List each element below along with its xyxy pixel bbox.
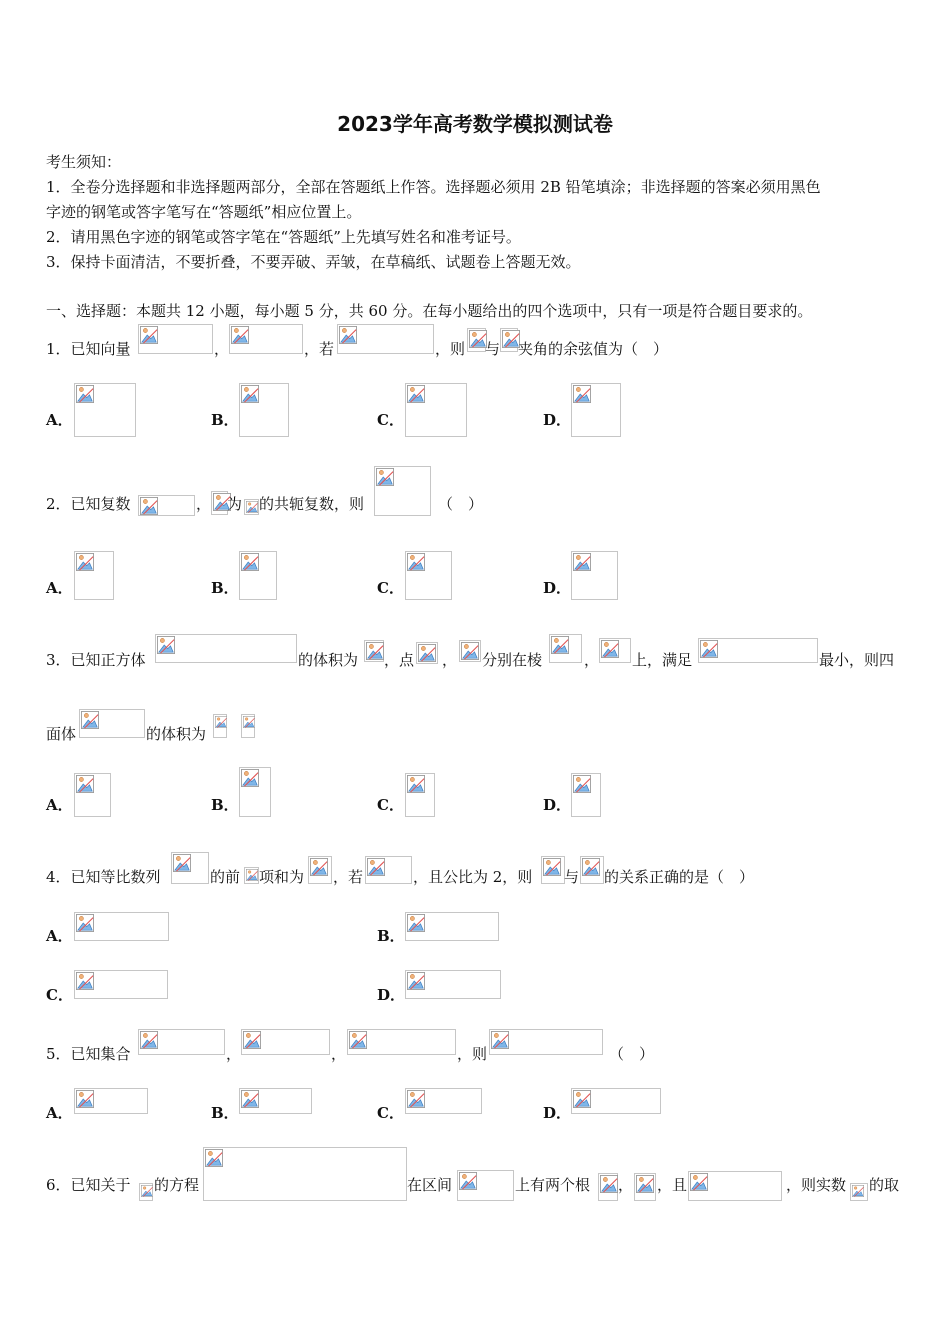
broken-image-icon <box>407 914 425 932</box>
q3-text-2: 的体积为 <box>298 651 359 669</box>
q1-option-b-label: B． <box>211 411 239 429</box>
q3-formula-image <box>698 638 818 663</box>
q3-formula-image <box>364 640 384 662</box>
broken-image-icon <box>246 501 258 513</box>
q3-option-d-image <box>571 773 601 817</box>
broken-image-icon <box>76 972 94 990</box>
broken-image-icon <box>690 1173 708 1191</box>
q2-formula-image <box>374 466 431 516</box>
broken-image-icon <box>573 385 591 403</box>
broken-image-icon <box>461 642 479 660</box>
q5-option-a-label: A． <box>46 1104 73 1122</box>
broken-image-icon <box>418 644 436 662</box>
broken-image-icon <box>81 711 99 729</box>
q3-formula-image <box>549 634 582 663</box>
q2-option-c-image <box>405 551 452 600</box>
broken-image-icon <box>573 553 591 571</box>
broken-image-icon <box>215 716 227 728</box>
broken-image-icon <box>376 468 394 486</box>
q3-formula-image <box>155 634 297 663</box>
q3-comma-2: ， <box>584 651 600 669</box>
q1-text-1: 1．已知向量 <box>46 340 131 358</box>
q5-formula-image <box>138 1029 225 1055</box>
q5-option-c-image <box>405 1088 482 1114</box>
q3-option-b-image <box>239 767 271 817</box>
q1-option-d-label: D． <box>543 411 572 429</box>
q4-option-a-label: A． <box>46 927 73 945</box>
q4-text-6: 的关系正确的是（ ） <box>604 868 755 886</box>
q4-option-c-label: C． <box>46 986 73 1004</box>
broken-image-icon <box>231 326 249 344</box>
q5-formula-image <box>489 1029 603 1055</box>
q1-text-ze: ，则 <box>435 340 466 358</box>
q1-option-c-image <box>405 383 467 437</box>
q2-option-b-label: B． <box>211 579 239 597</box>
q3-option-a-label: A． <box>46 796 73 814</box>
q1-text-3: 夹角的余弦值为（ ） <box>518 340 669 358</box>
q6-text-qie: ，且 <box>657 1176 688 1194</box>
broken-image-icon <box>852 1185 864 1197</box>
q4-option-a-image <box>74 912 169 941</box>
q1-option-d-image <box>571 383 621 437</box>
broken-image-icon <box>407 972 425 990</box>
q5-text-1: 5．已知集合 <box>46 1045 131 1063</box>
broken-image-icon <box>76 1090 94 1108</box>
broken-image-icon <box>76 385 94 403</box>
q1-option-b-image <box>239 383 289 437</box>
q6-text-3: 在区间 <box>407 1176 453 1194</box>
q5-option-b-label: B． <box>211 1104 239 1122</box>
page-title: 2023学年高考数学模拟测试卷 <box>337 112 613 136</box>
q4-formula-image <box>171 852 209 884</box>
broken-image-icon <box>366 642 384 660</box>
broken-image-icon <box>76 553 94 571</box>
q5-formula-image <box>241 1029 330 1055</box>
broken-image-icon <box>140 1031 158 1049</box>
q2-option-a-image <box>74 551 114 600</box>
q5-option-d-image <box>571 1088 661 1114</box>
broken-image-icon <box>141 1185 153 1197</box>
q4-option-b-label: B． <box>377 927 405 945</box>
q3-text-6: 最小，则四 <box>819 651 895 669</box>
q2-text-2: 为 <box>227 495 243 513</box>
q2-text-3: 的共轭复数，则 <box>259 495 365 513</box>
broken-image-icon <box>407 1090 425 1108</box>
q5-text-2: （ ） <box>609 1045 655 1063</box>
broken-image-icon <box>407 553 425 571</box>
broken-image-icon <box>205 1149 223 1167</box>
broken-image-icon <box>157 636 175 654</box>
section-heading: 一、选择题：本题共 12 小题，每小题 5 分，共 60 分。在每小题给出的四个选项中，只有一项是符合题目要求的。 <box>46 302 813 320</box>
broken-image-icon <box>459 1172 477 1190</box>
q4-formula-image <box>580 856 604 884</box>
q6-comma-1: ， <box>618 1176 634 1194</box>
q2-option-d-label: D． <box>543 579 572 597</box>
broken-image-icon <box>573 1090 591 1108</box>
broken-image-icon <box>582 858 600 876</box>
q2-formula-image <box>244 499 259 515</box>
q2-formula-image <box>138 495 195 516</box>
q6-text-6: 的取 <box>869 1176 900 1194</box>
broken-image-icon <box>243 716 255 728</box>
q3-option-c-image <box>405 773 435 817</box>
q6-formula-image <box>598 1173 618 1201</box>
q5-text-ze: ，则 <box>457 1045 488 1063</box>
q3-text-3: ，点 <box>384 651 415 669</box>
broken-image-icon <box>76 775 94 793</box>
q2-formula-image <box>211 491 228 515</box>
q2-option-d-image <box>571 551 618 600</box>
q2-option-c-label: C． <box>377 579 404 597</box>
q3-text-4: 分别在棱 <box>482 651 543 669</box>
notice-heading: 考生须知： <box>46 153 122 171</box>
q3-formula-image <box>416 642 438 664</box>
broken-image-icon <box>310 858 328 876</box>
q5-option-b-image <box>239 1088 312 1114</box>
q3-comma-1: ， <box>442 651 458 669</box>
q6-text-5: ，则实数 <box>786 1176 847 1194</box>
q4-text-3: 项和为 <box>259 868 305 886</box>
q1-text-2: 与 <box>485 340 501 358</box>
q1-option-a-label: A． <box>46 411 73 429</box>
broken-image-icon <box>551 636 569 654</box>
q6-formula-image <box>850 1183 868 1201</box>
q6-formula-image <box>139 1183 153 1201</box>
q4-text-2: 的前 <box>210 868 241 886</box>
q6-formula-image <box>634 1173 656 1201</box>
q3-text-5: 上，满足 <box>632 651 693 669</box>
q6-text-1: 6．已知关于 <box>46 1176 131 1194</box>
q1-option-c-label: C． <box>377 411 404 429</box>
q3-text-8: 的体积为 <box>146 725 207 743</box>
notice-line-1a: 1．全卷分选择题和非选择题两部分，全部在答题纸上作答。选择题必须用 2B 铅笔填涂；非选择题的答案必须用黑色 <box>46 178 821 196</box>
q3-option-c-label: C． <box>377 796 404 814</box>
notice-line-2: 2．请用黑色字迹的钢笔或答字笔在“答题纸”上先填写姓名和准考证号。 <box>46 228 521 246</box>
q2-text-4: （ ） <box>438 495 484 513</box>
broken-image-icon <box>367 858 385 876</box>
broken-image-icon <box>173 854 191 872</box>
q4-formula-image <box>244 867 259 884</box>
q1-option-a-image <box>74 383 136 437</box>
q2-option-b-image <box>239 551 277 600</box>
broken-image-icon <box>543 858 561 876</box>
q3-text-1: 3．已知正方体 <box>46 651 146 669</box>
q2-option-a-label: A． <box>46 579 73 597</box>
q1-formula-image <box>500 328 518 352</box>
broken-image-icon <box>140 326 158 344</box>
broken-image-icon <box>241 1090 259 1108</box>
broken-image-icon <box>246 869 258 881</box>
q6-formula-image <box>688 1171 782 1201</box>
broken-image-icon <box>241 769 259 787</box>
q4-option-c-image <box>74 970 168 999</box>
broken-image-icon <box>491 1031 509 1049</box>
notice-line-3: 3．保持卡面清洁，不要折叠，不要弄破、弄皱，在草稿纸、试题卷上答题无效。 <box>46 253 581 271</box>
broken-image-icon <box>700 640 718 658</box>
q4-option-d-image <box>405 970 501 999</box>
q1-formula-image <box>229 324 303 354</box>
broken-image-icon <box>407 385 425 403</box>
q4-text-ruo: ，若 <box>333 868 364 886</box>
broken-image-icon <box>243 1031 261 1049</box>
broken-image-icon <box>241 385 259 403</box>
q4-option-d-label: D． <box>377 986 406 1004</box>
broken-image-icon <box>407 775 425 793</box>
broken-image-icon <box>601 640 619 658</box>
q3-formula-image <box>599 638 631 663</box>
q1-formula-image <box>337 324 434 354</box>
broken-image-icon <box>600 1175 618 1193</box>
broken-image-icon <box>339 326 357 344</box>
notice-line-1b: 字迹的钢笔或答字笔写在“答题纸”相应位置上。 <box>46 203 362 221</box>
q4-text-4: ，且公比为 2，则 <box>413 868 533 886</box>
q5-formula-image <box>347 1029 456 1055</box>
q5-comma-1: ， <box>226 1045 242 1063</box>
q1-formula-image <box>467 328 486 352</box>
q4-text-1: 4．已知等比数列 <box>46 868 161 886</box>
q5-comma-2: ， <box>331 1045 347 1063</box>
q5-option-c-label: C． <box>377 1104 404 1122</box>
broken-image-icon <box>241 553 259 571</box>
q1-text-ruo: ，若 <box>304 340 335 358</box>
q6-text-4: 上有两个根 <box>515 1176 591 1194</box>
q1-comma-1: ， <box>214 340 230 358</box>
q4-formula-image <box>308 856 332 884</box>
q4-formula-image <box>541 856 565 884</box>
q3-formula-image <box>459 640 481 662</box>
broken-image-icon <box>573 775 591 793</box>
broken-image-icon <box>349 1031 367 1049</box>
q5-option-d-label: D． <box>543 1104 572 1122</box>
broken-image-icon <box>76 914 94 932</box>
q3-text-7: 面体 <box>46 725 77 743</box>
q2-text-1: 2．已知复数 <box>46 495 131 513</box>
q4-option-b-image <box>405 912 499 941</box>
q1-formula-image <box>138 324 213 354</box>
q6-formula-image <box>457 1170 514 1201</box>
q2-comma-1: ， <box>196 495 212 513</box>
q5-option-a-image <box>74 1088 148 1114</box>
q3-formula-image <box>79 709 145 738</box>
q3-option-b-label: B． <box>211 796 239 814</box>
q6-text-2: 的方程 <box>154 1176 200 1194</box>
broken-image-icon <box>636 1175 654 1193</box>
broken-image-icon <box>140 497 158 515</box>
q3-option-a-image <box>74 773 111 817</box>
q6-formula-image <box>203 1147 407 1201</box>
q4-text-5: 与 <box>564 868 580 886</box>
q3-formula-image <box>213 714 227 738</box>
q3-option-d-label: D． <box>543 796 572 814</box>
q4-formula-image <box>365 856 412 884</box>
q3-formula-image <box>241 714 255 738</box>
